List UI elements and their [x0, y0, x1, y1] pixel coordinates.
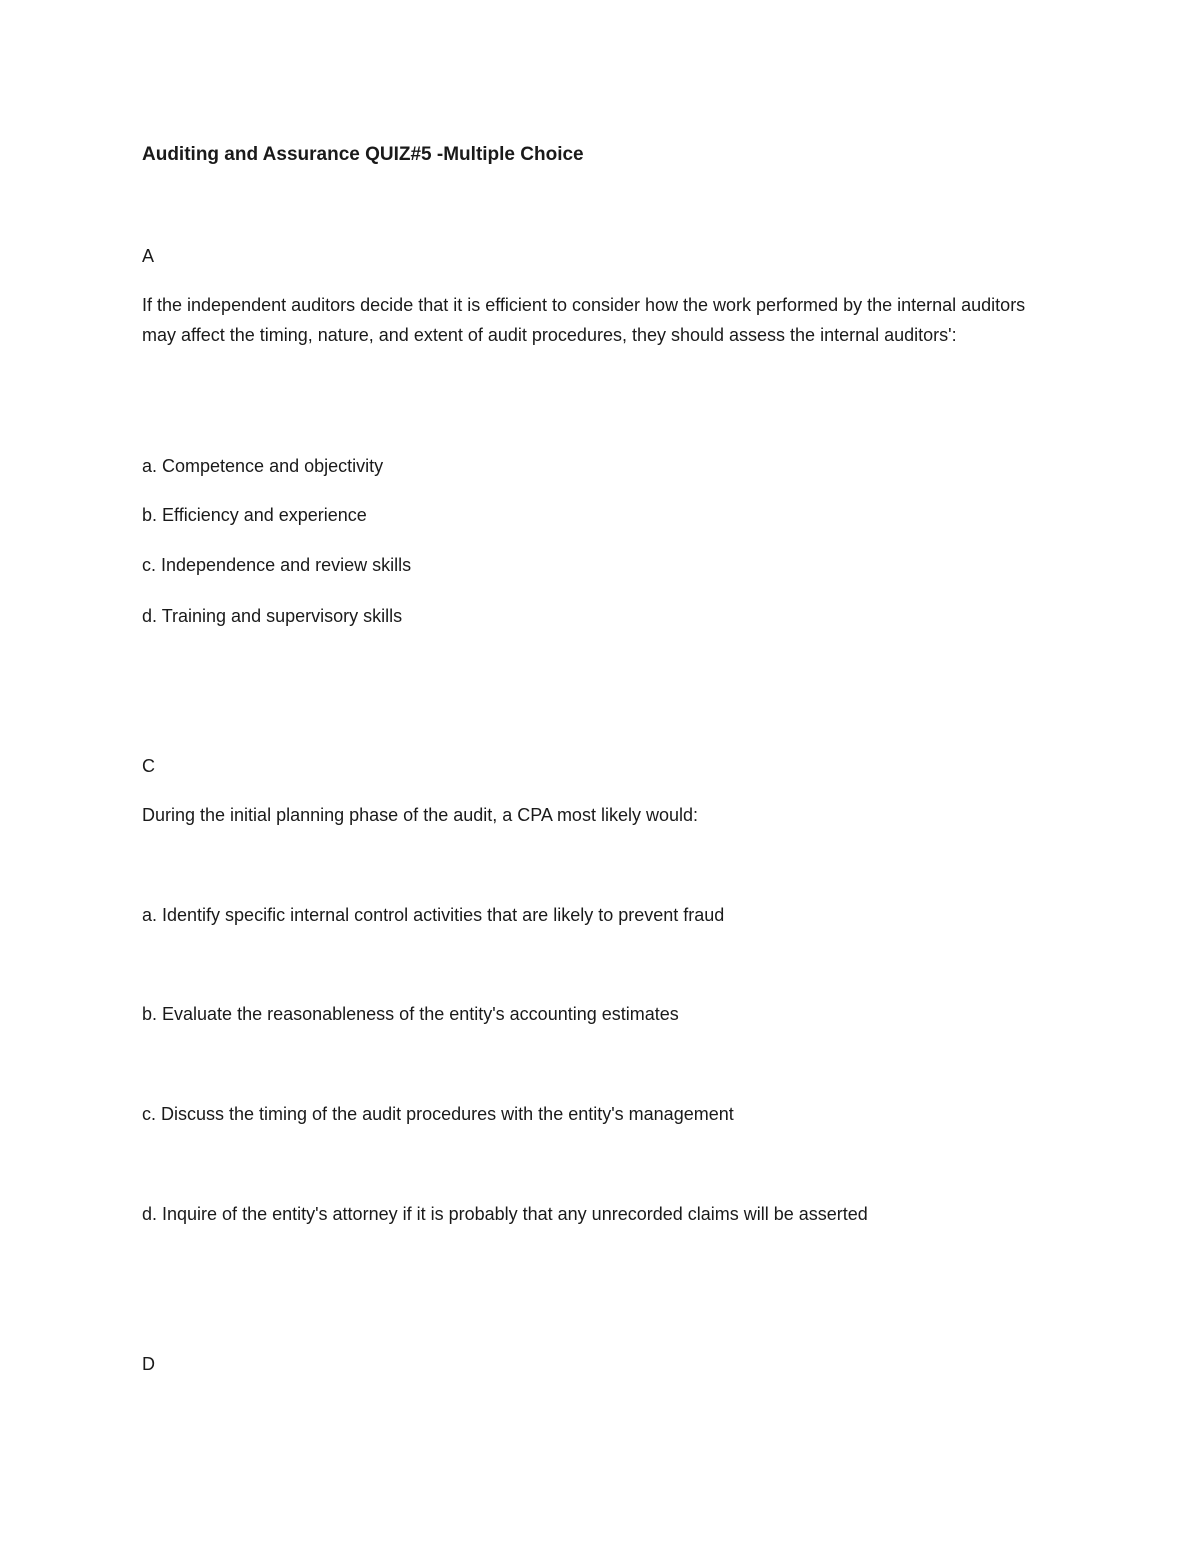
choice-q1-a: a. Competence and objectivity: [142, 456, 384, 476]
choice-q2-d: d. Inquire of the entity's attorney if it is probably that any unrecorded claims will be asserted: [142, 1204, 868, 1224]
answer-key-q3: D: [142, 1354, 155, 1374]
question-prompt-q1: If the independent auditors decide that it is efficient to consider how the work performed by the internal auditors may affect the timing, nature, and extent of audit procedures, they should assess the internal auditors':: [142, 295, 1026, 345]
answer-key-q2: C: [142, 756, 155, 776]
choice-q1-c: c. Independence and review skills: [142, 555, 412, 575]
document-title: Auditing and Assurance QUIZ#5 -Multiple Choice: [142, 144, 584, 165]
answer-key-q1: A: [142, 246, 155, 266]
question-prompt-q2: During the initial planning phase of the audit, a CPA most likely would:: [142, 805, 698, 825]
choice-q1-d: d. Training and supervisory skills: [142, 606, 403, 626]
choice-q1-b: b. Efficiency and experience: [142, 505, 367, 525]
choice-q2-b: b. Evaluate the reasonableness of the entity's accounting estimates: [142, 1004, 679, 1024]
choice-q2-c: c. Discuss the timing of the audit procedures with the entity's management: [142, 1104, 734, 1124]
choice-q2-a: a. Identify specific internal control activities that are likely to prevent fraud: [142, 905, 725, 925]
